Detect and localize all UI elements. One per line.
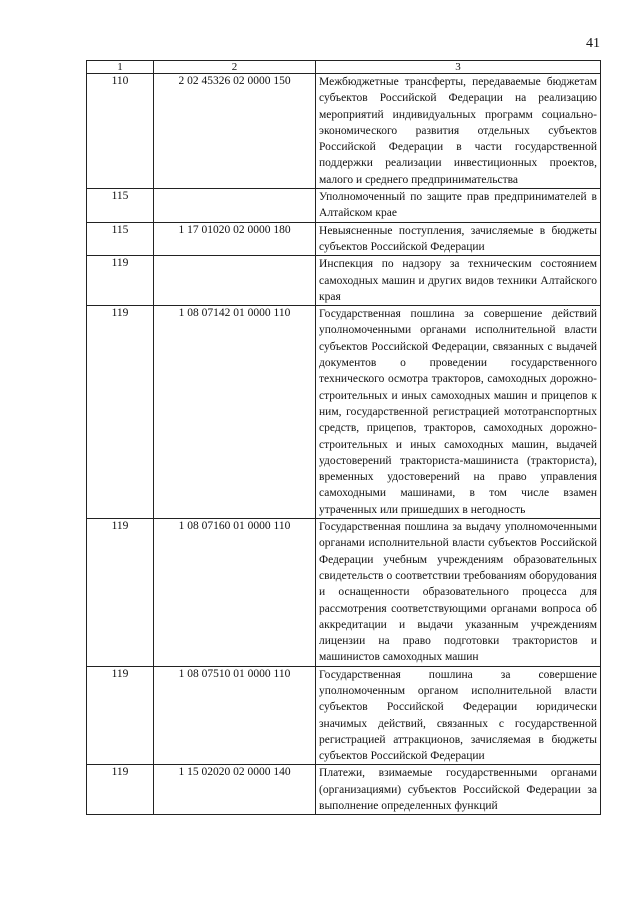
kbk-code-cell: 1 15 02020 02 0000 140: [154, 765, 316, 815]
description-cell: Невыясненные поступления, зачисляемые в бюджеты субъектов Российской Федерации: [316, 222, 601, 256]
table-row: [87, 189, 601, 223]
revenue-codes-table: [86, 60, 601, 815]
kbk-code-cell: 1 08 07142 01 0000 110: [154, 306, 316, 519]
kbk-code-cell: [154, 189, 316, 223]
table-row: [87, 519, 601, 667]
column-header-1: 1: [87, 61, 154, 74]
kbk-code-cell: 1 08 07160 01 0000 110: [154, 519, 316, 667]
admin-code-cell: 115: [87, 222, 154, 256]
kbk-code-cell: [154, 256, 316, 306]
description-cell: Инспекция по надзору за техническим состоянием самоходных машин и других видов техники Алтайского края: [316, 256, 601, 306]
description-cell: Уполномоченный по защите прав предпринимателей в Алтайском крае: [316, 189, 601, 223]
description-cell: Платежи, взимаемые государственными органами (организациями) субъектов Российской Федерации за выполнение определенных функций: [316, 765, 601, 815]
page-number: 41: [586, 36, 600, 51]
admin-code-cell: 119: [87, 256, 154, 306]
description-cell: Государственная пошлина за выдачу уполномоченными органами исполнительной власти субъектов Российской Федерации учебным учреждениям образовательных свидетельств о соответствии требованиям оборудования и оснащенности образовательного процесса для рассмотрения соответствующими органами вопроса об аккредитации и выдачи указанным учреждениям лицензии на право подготовки трактористов и машинистов самоходных машин: [316, 519, 601, 667]
admin-code-cell: 119: [87, 765, 154, 815]
admin-code-cell: 110: [87, 74, 154, 189]
column-header-2: 2: [154, 61, 316, 74]
admin-code-cell: 115: [87, 189, 154, 223]
description-cell: Межбюджетные трансферты, передаваемые бюджетам субъектов Российской Федерации на реализацию мероприятий индивидуальных программ социально-экономического развития отдельных субъектов Российской Федерации в части государственной поддержки реализации инвестиционных проектов, малого и среднего предпринимательства: [316, 74, 601, 189]
kbk-code-cell: 1 08 07510 01 0000 110: [154, 666, 316, 765]
table-row: [87, 765, 601, 815]
table-row: [87, 256, 601, 306]
admin-code-cell: 119: [87, 519, 154, 667]
kbk-code-cell: 2 02 45326 02 0000 150: [154, 74, 316, 189]
table-header-row: [87, 61, 601, 74]
description-cell: Государственная пошлина за совершение действий уполномоченными органами исполнительной власти субъектов Российской Федерации, связанных с выдачей документов о проведении государственного технического осмотра тракторов, самоходных дорожно-строительных и иных самоходных машин и прицепов к ним, государственной регистрацией мототранспортных средств, прицепов, тракторов, самоходных дорожно-строительных и иных самоходных машин, выдачей удостоверений тракториста-машиниста (тракториста), временных удостоверений на право управления самоходными машинами, в том числе взамен утраченных или пришедших в негодность: [316, 306, 601, 519]
column-header-3: 3: [316, 61, 601, 74]
table-row: [87, 222, 601, 256]
admin-code-cell: 119: [87, 666, 154, 765]
table-row: [87, 306, 601, 519]
table-row: [87, 74, 601, 189]
admin-code-cell: 119: [87, 306, 154, 519]
kbk-code-cell: 1 17 01020 02 0000 180: [154, 222, 316, 256]
description-cell: Государственная пошлина за совершение уполномоченным органом исполнительной власти субъектов Российской Федерации юридически значимых действий, связанных с государственной регистрацией аттракционов, зачисляемая в бюджеты субъектов Российской Федерации: [316, 666, 601, 765]
table-row: [87, 666, 601, 765]
